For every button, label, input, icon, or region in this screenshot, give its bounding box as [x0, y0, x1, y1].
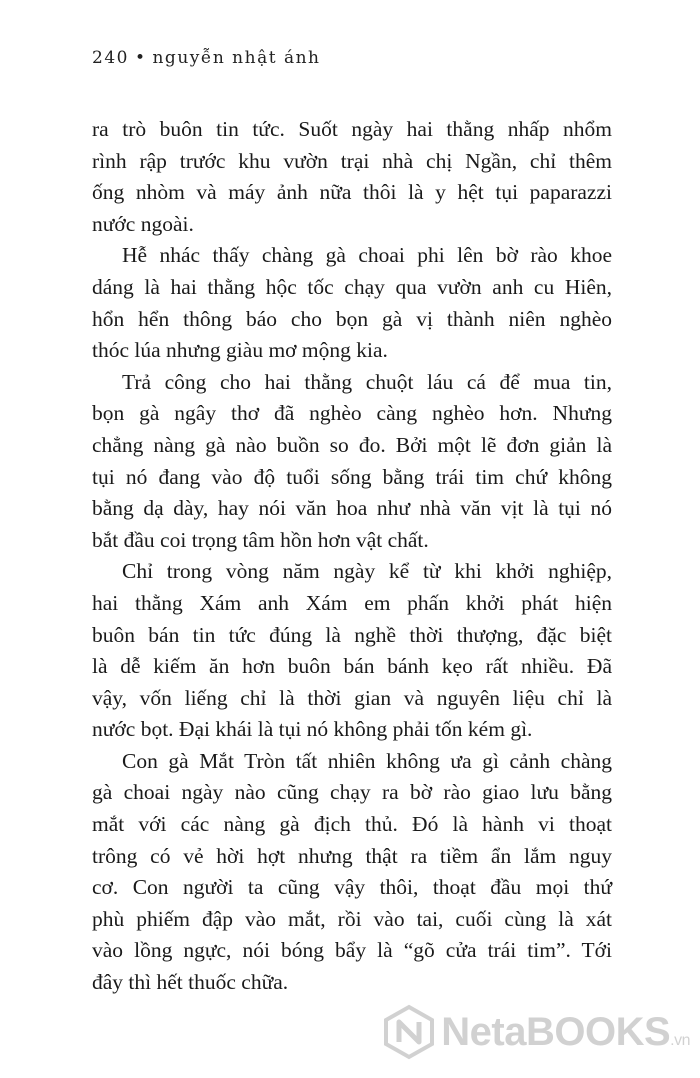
watermark-text — [441, 1010, 690, 1055]
paragraph — [92, 367, 612, 557]
text-line: trông có vẻ hời hợt nhưng thật ra tiềm ẩn lắm nguy — [92, 843, 612, 868]
text-line: bằng dạ dày, hay nói văn hoa như nhà văn vịt là tụi nó — [92, 496, 612, 521]
text-line: hổn hển thông báo cho bọn gà vị thành niên nghèo — [92, 306, 612, 331]
text-line: tụi nó đang vào độ tuổi sống bằng trái tim chứ không — [92, 464, 612, 489]
paragraph — [92, 240, 612, 366]
text-line: ra trò buôn tin tức. Suốt ngày hai thằng nhấp nhổm — [92, 117, 612, 141]
text-line: nước ngoài. — [92, 211, 194, 236]
text-line: vào lồng ngực, nói bóng bẩy là “gõ cửa trái tim”. Tới — [92, 938, 612, 963]
text-line: hai thằng Xám anh Xám em phấn khởi phát hiện — [92, 590, 612, 615]
paragraph — [92, 114, 612, 240]
text-line: gà choai ngày nào cũng chạy ra bờ rào giao lưu bằng — [92, 780, 612, 805]
text-line: thóc lúa nhưng giàu mơ mộng kia. — [92, 338, 388, 363]
paragraph — [92, 556, 612, 746]
watermark — [381, 1004, 690, 1060]
text-line: nước bọt. Đại khái là tụi nó không phải tốn kém gì. — [92, 717, 533, 742]
watermark-brand: NetaBOOKS — [441, 1009, 671, 1054]
text-line: Chỉ trong vòng năm ngày kể từ khi khởi nghiệp, — [122, 559, 612, 584]
text-line: Con gà Mắt Tròn tất nhiên không ưa gì cảnh chàng — [122, 748, 612, 773]
text-line: đây thì hết thuốc chữa. — [92, 970, 289, 995]
text-line: là dễ kiếm ăn hơn buôn bán bánh kẹo rất nhiều. Đã — [92, 654, 612, 679]
text-line: bắt đầu coi trọng tâm hồn hơn vật chất. — [92, 527, 429, 552]
text-line: dáng là hai thằng hộc tốc chạy qua vườn anh cu Hiên, — [92, 274, 612, 299]
author-name: nguyễn nhật ánh — [152, 48, 321, 68]
netabooks-logo-icon — [381, 1004, 437, 1060]
page-number: 240 — [92, 48, 129, 68]
text-line: rình rập trước khu vườn trại nhà chị Ngần, chỉ thêm — [92, 148, 612, 173]
running-header — [92, 48, 320, 68]
text-line: phù phiếm đập vào mắt, rồi vào tai, cuối cùng là xát — [92, 906, 612, 931]
text-line: bọn gà ngây thơ đã nghèo càng nghèo hơn. Nhưng — [92, 401, 612, 426]
text-line: mắt với các nàng gà địch thủ. Đó là hành vi thoạt — [92, 812, 612, 837]
text-line: Trả công cho hai thằng chuột láu cá để mua tin, — [122, 369, 612, 394]
text-line: vậy, vốn liếng chỉ là thời gian và nguyên liệu chỉ là — [92, 685, 612, 710]
text-line: ống nhòm và máy ảnh nữa thôi là y hệt tụi paparazzi — [92, 180, 612, 205]
page-body — [92, 114, 612, 999]
text-line: buôn bán tin tức đúng là nghề thời thượng, đặc biệt — [92, 622, 612, 647]
text-line: chẳng nàng gà nào buồn so đo. Bởi một lẽ đơn giản là — [92, 432, 612, 457]
text-line: Hễ nhác thấy chàng gà choai phi lên bờ rào khoe — [122, 243, 612, 268]
header-separator: • — [134, 48, 147, 68]
paragraph — [92, 746, 612, 999]
text-line: cơ. Con người ta cũng vậy thôi, thoạt đầu mọi thứ — [92, 875, 612, 900]
watermark-suffix: .vn — [670, 1031, 690, 1049]
